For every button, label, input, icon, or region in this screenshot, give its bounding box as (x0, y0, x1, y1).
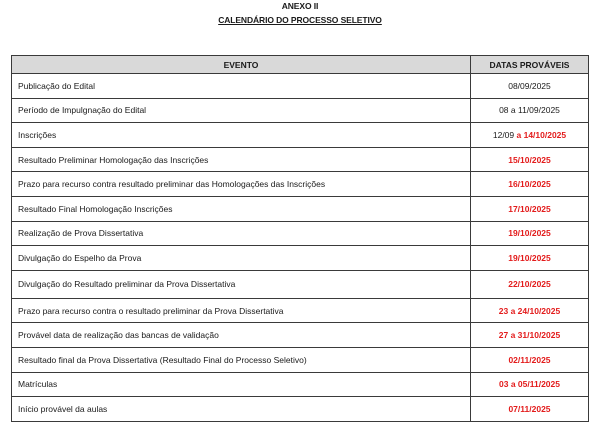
event-cell: Inscrições (12, 123, 471, 148)
event-cell: Início provável da aulas (12, 397, 471, 422)
table-row (12, 98, 589, 123)
table-row (12, 123, 589, 148)
date-end: a 14/10/2025 (514, 129, 567, 140)
event-cell: Prazo para recurso contra o resultado preliminar da Prova Dissertativa (12, 298, 471, 323)
column-header-dates: DATAS PROVÁVEIS (471, 56, 589, 74)
table-row (12, 323, 589, 348)
date-cell: 08 a 11/09/2025 (471, 98, 589, 123)
date-start: 12/09 (492, 129, 515, 140)
event-cell: Provável data de realização das bancas de validação (12, 323, 471, 348)
event-cell: Resultado Preliminar Homologação das Inscrições (12, 147, 471, 172)
event-cell: Matrículas (12, 372, 471, 397)
table-row (12, 298, 589, 323)
date-cell: 23 a 24/10/2025 (471, 298, 589, 323)
date-cell: 07/11/2025 (471, 397, 589, 422)
table-row (12, 270, 589, 298)
page-title: CALENDÁRIO DO PROCESSO SELETIVO (218, 15, 382, 25)
date-cell: 16/10/2025 (471, 172, 589, 197)
table-row (12, 246, 589, 271)
table-row (12, 172, 589, 197)
date-cell: 17/10/2025 (471, 196, 589, 221)
column-header-event: EVENTO (12, 56, 471, 74)
event-cell: Resultado Final Homologação Inscrições (12, 196, 471, 221)
event-cell: Publicação do Edital (12, 74, 471, 99)
date-cell: 08/09/2025 (471, 74, 589, 99)
date-cell: 02/11/2025 (471, 347, 589, 372)
date-cell: 27 a 31/10/2025 (471, 323, 589, 348)
event-cell: Realização de Prova Dissertativa (12, 221, 471, 246)
table-row (12, 196, 589, 221)
table-row (12, 372, 589, 397)
table-row (12, 147, 589, 172)
date-cell (471, 123, 589, 148)
table-row (12, 221, 589, 246)
table-row (12, 347, 589, 372)
date-cell: 03 a 05/11/2025 (471, 372, 589, 397)
table-row (12, 397, 589, 422)
date-cell: 15/10/2025 (471, 147, 589, 172)
table-row (12, 74, 589, 99)
event-cell: Resultado final da Prova Dissertativa (Resultado Final do Processo Seletivo) (12, 347, 471, 372)
event-cell: Divulgação do Espelho da Prova (12, 246, 471, 271)
annex-label: ANEXO II (281, 1, 319, 11)
date-cell: 19/10/2025 (471, 221, 589, 246)
calendar-table (11, 55, 589, 422)
event-cell: Divulgação do Resultado preliminar da Prova Dissertativa (12, 270, 471, 298)
event-cell: Prazo para recurso contra resultado preliminar das Homologações das Inscrições (12, 172, 471, 197)
event-cell: Período de Impulgnação do Edital (12, 98, 471, 123)
date-cell: 19/10/2025 (471, 246, 589, 271)
date-cell: 22/10/2025 (471, 270, 589, 298)
table-header-row (12, 56, 589, 74)
